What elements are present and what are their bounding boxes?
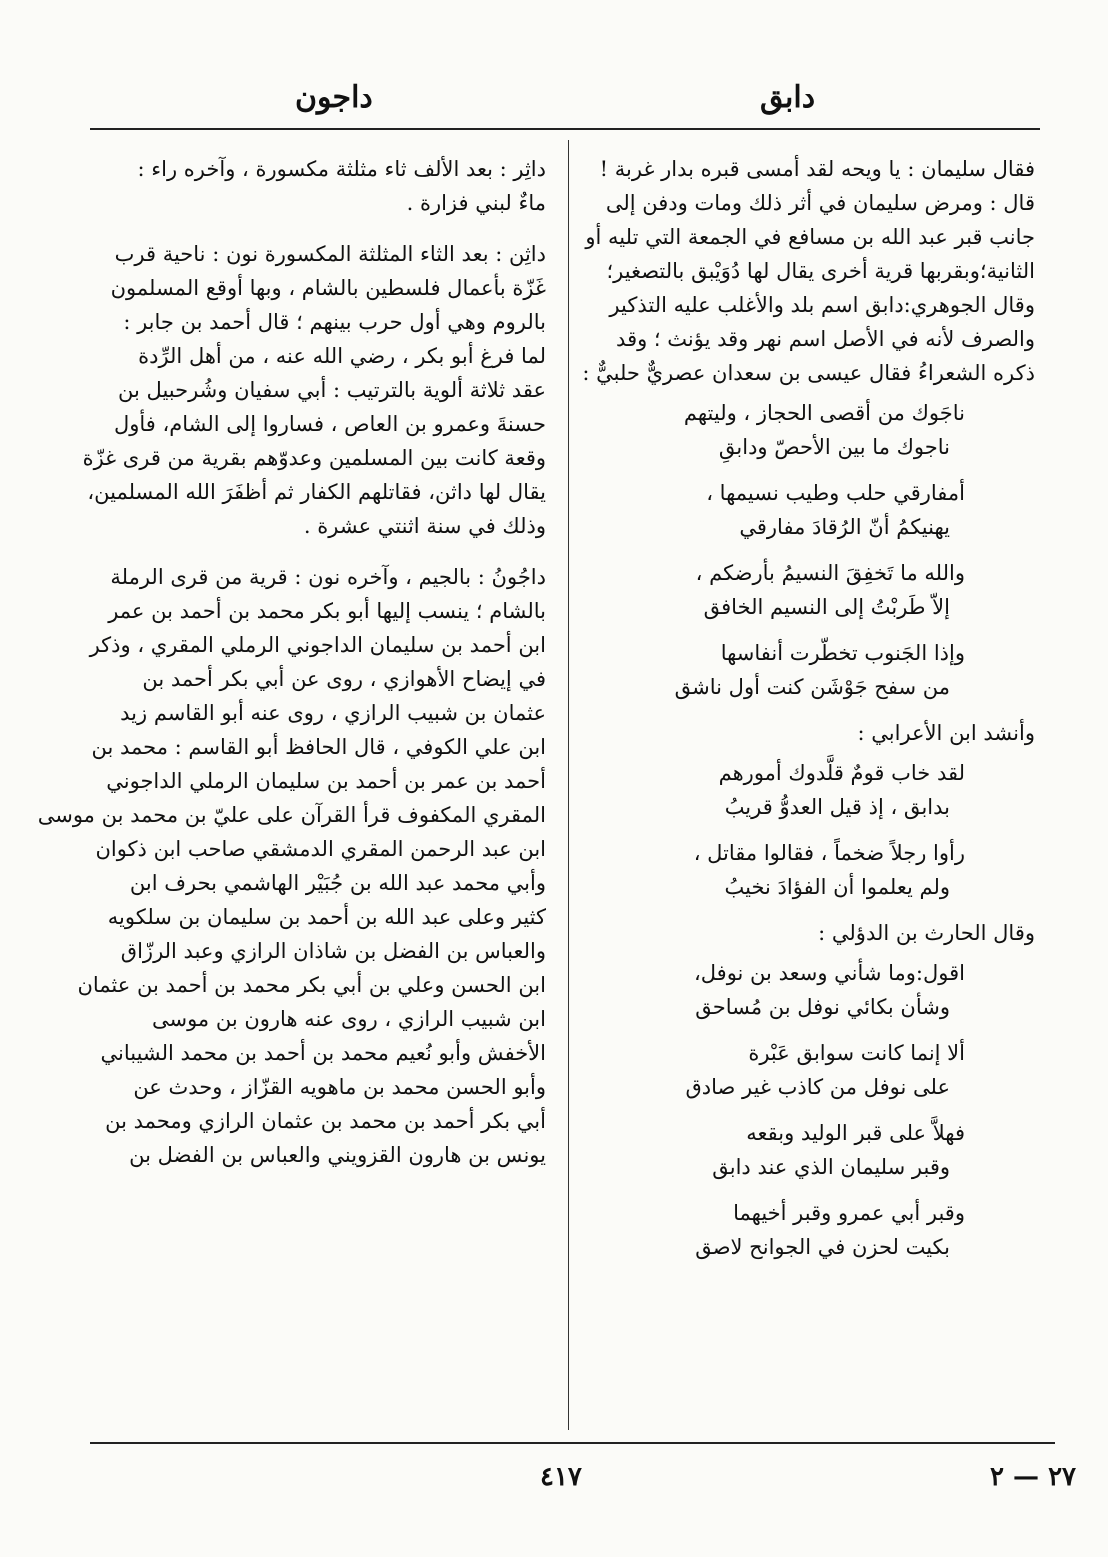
hemistich: وإذا الجَنوب تخطّرت أنفاسها [720, 641, 965, 665]
dictionary-entry [82, 237, 546, 543]
text-line: والصرف لأنه في الأصل اسم نهر وقد يؤنث ؛ وقد [616, 327, 1035, 351]
text-line: والعباس بن الفضل بن شاذان الرازي وعبد الرزّاق [120, 939, 546, 963]
text-line: الأخفش وأبو نُعيم محمد بن أحمد بن محمد الشيباني [100, 1041, 546, 1065]
verse [580, 836, 1035, 904]
text-line: يقال لها داثن، فقاتلهم الكفار ثم أظفَرَ الله المسلمين، [87, 480, 546, 504]
text-line: كثير وعلى عبد الله بن أحمد بن سليمان بن سلكويه [107, 905, 546, 929]
hemistich: وقبر سليمان الذي عند دابق [712, 1155, 950, 1179]
hemistich: فهلاَّ على قبر الوليد وبقعه [746, 1121, 965, 1145]
column-divider [568, 140, 569, 1430]
text-line: ذكره الشعراءُ فقال عيسى بن سعدان عصريٌّ حلبيٌّ : [582, 361, 1035, 385]
text-line: عقد ثلاثة ألوية بالترتيب : أبي سفيان وشُرحبيل بن [118, 378, 546, 402]
text-line: بالشام ؛ ينسب إليها أبو بكر محمد بن أحمد بن عمر [108, 599, 546, 623]
hemistich: اقول:وما شأني وسعد بن نوفل، [693, 961, 965, 985]
text-line: قال : ومرض سليمان في أثر ذلك ومات ودفن إلى [605, 191, 1035, 215]
verse [580, 476, 1035, 544]
hemistich: على نوفل من كاذب غير صادق [685, 1075, 950, 1099]
verse [580, 956, 1035, 1024]
text-line: ابن علي الكوفي ، قال الحافظ أبو القاسم : محمد بن [91, 735, 546, 759]
hemistich: بكيت لحزن في الجوانح لاصق [695, 1235, 950, 1259]
text-line: داثِر : بعد الألف ثاء مثلثة مكسورة ، وآخره راء : [137, 157, 546, 181]
hemistich: والله ما تَخفِقَ النسيمُ بأرضكم ، [695, 561, 965, 585]
text-line: ابن عبد الرحمن المقري الدمشقي صاحب ابن ذكوان [95, 837, 546, 861]
page-number: ٤١٧ [540, 1462, 582, 1492]
text-line: وأبو الحسن محمد بن ماهويه القزّاز ، وحدث عن [133, 1075, 546, 1099]
hemistich: رأوا رجلاً ضخماً ، فقالوا مقاتل ، [693, 841, 965, 865]
text-line: أحمد بن عمر بن أحمد بن سليمان الرملي الداجوني [106, 769, 546, 793]
text-line: غَزّة بأعمال فلسطين بالشام ، وبها أوقع المسلمون [110, 276, 546, 300]
text-line: داجُونُ : بالجيم ، وآخره نون : قرية من قرى الرملة [110, 565, 546, 589]
dictionary-entry [96, 152, 546, 220]
text-line: عثمان بن شبيب الرازي ، روى عنه أبو القاسم زيد [120, 701, 546, 725]
text-line: جانب قبر عبد الله بن مسافع في الجمعة التي تليه أو [585, 225, 1035, 249]
text-line: وأبي محمد عبد الله بن جُبَيْر الهاشمي بحرف ابن [129, 871, 546, 895]
dictionary-entry [37, 560, 546, 1172]
header-left-entry: داجون [295, 80, 373, 115]
text-line: في إيضاح الأهوازي ، روى عن أبي بكر أحمد بن [142, 667, 546, 691]
text-line: الثانية؛وبقربها قرية أخرى يقال لها دُوَيْبق بالتصغير؛ [606, 259, 1035, 283]
text-line: المقري المكفوف قرأ القرآن على عليّ بن محمد بن موسى [37, 803, 546, 827]
text-line: ابن أحمد بن سليمان الداجوني الرملي المقري ، وذكر [89, 633, 546, 657]
text-line: بالروم وهي أول حرب بينهم ؛ قال أحمد بن جابر : [123, 310, 546, 334]
bottom-rule [90, 1442, 1055, 1444]
text-line: وقعة كانت بين المسلمين وعدوّهم بقرية من قرى غزّة [82, 446, 546, 470]
hemistich: وقبر أبي عمرو وقبر أخيهما [733, 1201, 965, 1225]
hemistich: إلاّ طَربْتُ إلى النسيم الخافق [703, 595, 950, 619]
verse [580, 396, 1035, 464]
hemistich: بدابق ، إذ قيل العدوُّ قريبُ [724, 795, 950, 819]
text-line: ابن شبيب الرازي ، روى عنه هارون بن موسى [151, 1007, 546, 1031]
verse [580, 1116, 1035, 1184]
hemistich: يهنيكمُ أنّ الرُقادَ مفارقي [739, 515, 950, 539]
hemistich: لقد خاب قومٌ قلَّدوك أمورهم [718, 761, 965, 785]
top-rule [90, 128, 1040, 130]
text-line: وذلك في سنة اثنتي عشرة . [303, 514, 546, 538]
text-line: ابن الحسن وعلي بن أبي بكر محمد بن أحمد بن عثمان [77, 973, 546, 997]
hemistich: وشأن بكائي نوفل بن مُساحق [695, 995, 950, 1019]
text-line: ماءٌ لبني فزارة . [406, 191, 546, 215]
hemistich: ألا إنما كانت سوابق عَبْرة [748, 1041, 965, 1065]
text-line: أبي بكر أحمد بن محمد بن عثمان الرازي ومحمد بن [105, 1109, 546, 1133]
text-line: حسنةَ وعمرو بن العاص ، فساروا إلى الشام، فأول [113, 412, 546, 436]
hemistich: من سفح جَوْشَن كنت أول ناشق [674, 675, 950, 699]
verse [580, 636, 1035, 704]
verse [580, 556, 1035, 624]
text-line: وقال الجوهري:دابق اسم بلد والأغلب عليه التذكير [609, 293, 1035, 317]
text-line: داثِن : بعد الثاء المثلثة المكسورة نون : ناحية قرب [114, 242, 546, 266]
hemistich: ناجَوك من أقصى الحجاز ، وليتهم [683, 401, 965, 425]
header-right-entry: دابق [760, 80, 816, 115]
text-line: يونس بن هارون القزويني والعباس بن الفضل بن [129, 1143, 546, 1167]
verse [580, 756, 1035, 824]
text-line: وأنشد ابن الأعرابي : [857, 721, 1035, 745]
text-line: وقال الحارث بن الدؤلي : [818, 921, 1035, 945]
text-line: لما فرغ أبو بكر ، رضي الله عنه ، من أهل الرِّدة [138, 344, 546, 368]
hemistich: ناجوك ما بين الأحصّ ودابقِ [718, 435, 950, 459]
hemistich: أمفارقي حلب وطيب نسيمها ، [706, 481, 965, 505]
verse [580, 1036, 1035, 1104]
verse [580, 1196, 1035, 1264]
signature-mark: ٢٧ — ٢ [990, 1462, 1077, 1492]
left-column [37, 152, 546, 1189]
hemistich: ولم يعلموا أن الفؤادَ نخيبُ [724, 875, 950, 899]
text-line: فقال سليمان : يا ويحه لقد أمسى قبره بدار غربة ! [599, 157, 1035, 181]
right-column [580, 152, 1035, 1276]
